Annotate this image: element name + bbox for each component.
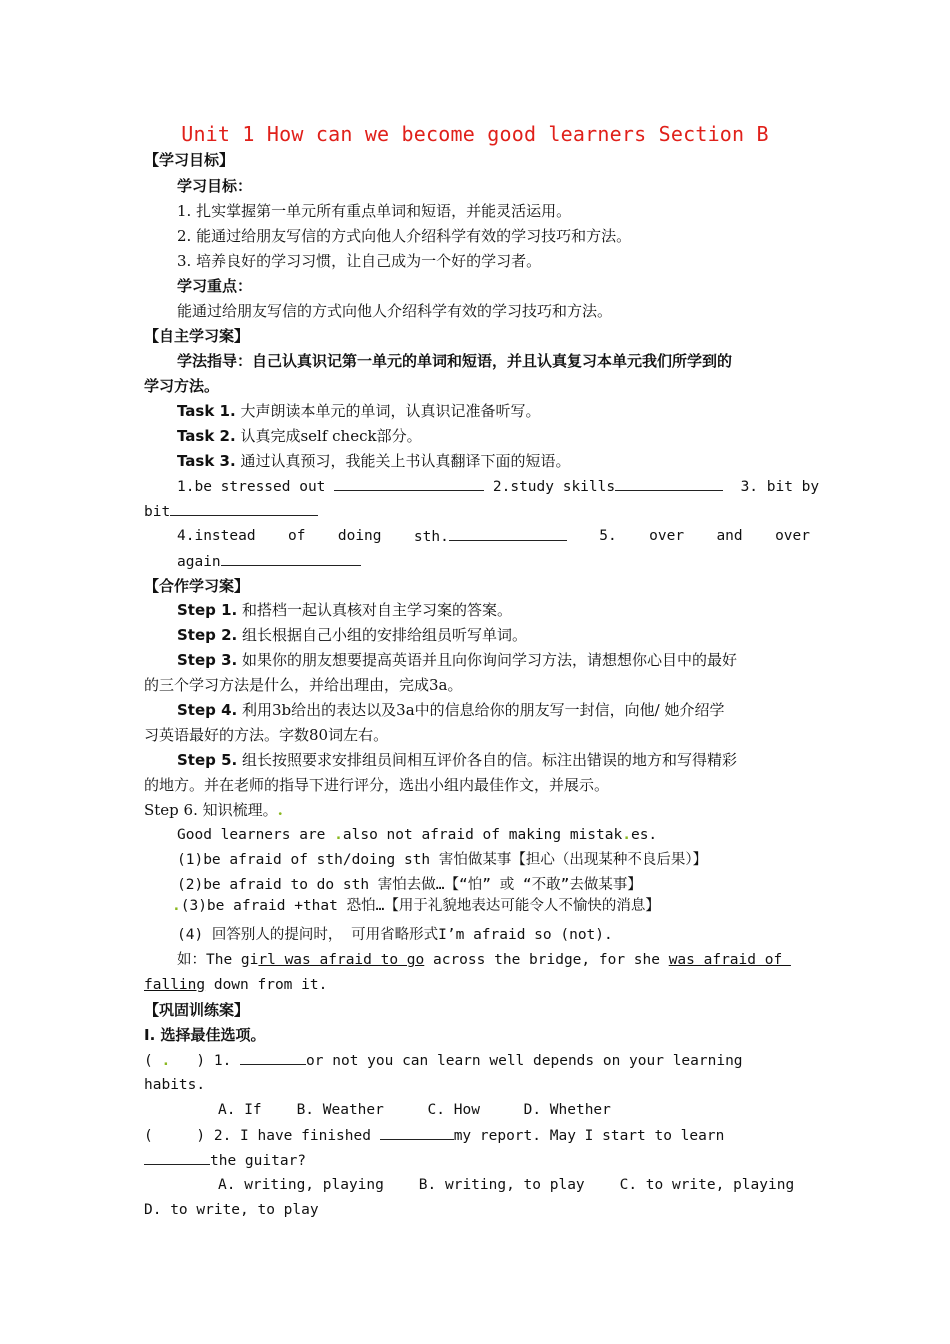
- phrase-word: and: [716, 528, 743, 544]
- step-cont: 习英语最好的方法。字数80词左右。: [144, 726, 389, 744]
- goal-item: 3. 培养良好的学习习惯，让自己成为一个好的学习者。: [177, 252, 542, 270]
- phrase-word: doing: [337, 528, 382, 544]
- underlined-text: falling: [144, 977, 206, 993]
- phrase-2: 2.study skills: [492, 479, 616, 495]
- text-run: (: [144, 1053, 162, 1069]
- phrase-word: 4.instead: [177, 528, 256, 544]
- section-header-cooperative: 【合作学习案】: [144, 577, 250, 595]
- answer-blank[interactable]: [380, 1125, 454, 1140]
- step-label: Step 3.: [177, 651, 238, 669]
- focus-text: 能通过给朋友写信的方式向他人介绍科学有效的学习技巧和方法。: [177, 302, 613, 320]
- text-run: 如：The gi: [177, 952, 259, 968]
- answer-blank[interactable]: [334, 476, 484, 491]
- text-run: or not you can learn well depends on your learning: [306, 1053, 743, 1069]
- step-cont: 的地方。并在老师的指导下进行评分，选出小组内最佳作文，并展示。: [144, 776, 610, 794]
- phrase-word: over: [775, 528, 810, 544]
- answer-blank[interactable]: [615, 476, 723, 491]
- phrase-row: [177, 526, 810, 547]
- question-2-option-d[interactable]: D. to write, to play: [144, 1202, 319, 1218]
- phrase-row-cont: [177, 551, 810, 572]
- text-run: ) 1.: [170, 1053, 241, 1069]
- option-a[interactable]: A. If: [218, 1102, 262, 1118]
- goal-item: 1. 扎实掌握第一单元所有重点单词和短语，并能灵活运用。: [177, 202, 572, 220]
- phrase-1: 1.be stressed out: [177, 479, 326, 495]
- step-6-text: Step 6. 知识梳理。: [144, 801, 278, 819]
- question-1-cont: habits.: [144, 1077, 206, 1093]
- option-c[interactable]: C. to write, playing: [619, 1177, 795, 1193]
- text-run: the guitar?: [210, 1153, 307, 1169]
- mark-dot-icon: .: [622, 827, 631, 843]
- step-item: [177, 750, 810, 770]
- step-6: [144, 800, 810, 820]
- text-run: my report. May I start to learn: [453, 1128, 725, 1144]
- step-text: 和搭档一起认真核对自主学习案的答案。: [237, 601, 513, 619]
- step-item: [177, 650, 810, 670]
- text-run: across the bridge, for she: [424, 952, 669, 968]
- underlined-text: rl was afraid to go: [258, 952, 425, 968]
- option-b[interactable]: B. writing, to play: [418, 1177, 585, 1193]
- mark-dot-icon: .: [277, 801, 283, 819]
- task-item: [177, 451, 810, 471]
- mark-dot-icon: .: [161, 1053, 171, 1069]
- step-label: Step 1.: [177, 601, 238, 619]
- step-text: 利用3b给出的表达以及3a中的信息给你的朋友写一封信，向他/ 她介绍学: [237, 701, 725, 719]
- question-2-cont: [144, 1150, 810, 1171]
- phrase-5-cont: again: [177, 554, 221, 570]
- step-label: Step 5.: [177, 751, 238, 769]
- text-run: es.: [630, 827, 658, 843]
- answer-blank[interactable]: [221, 551, 361, 566]
- option-d[interactable]: D. Whether: [523, 1102, 611, 1118]
- section-header-self-study: 【自主学习案】: [144, 327, 250, 345]
- answer-blank[interactable]: [144, 1150, 210, 1165]
- step-text: 如果你的朋友想要提高英语并且向你询问学习方法，请想想你心目中的最好: [237, 651, 738, 669]
- text-run: also not afraid of making mistak: [342, 827, 623, 843]
- option-c[interactable]: C. How: [427, 1102, 480, 1118]
- example-sentence-cont: [144, 975, 810, 995]
- example-sentence: [177, 950, 810, 970]
- phrase-word: of: [287, 528, 306, 544]
- answer-blank[interactable]: [449, 526, 567, 541]
- task-item: [177, 426, 810, 446]
- step-cont: 的三个学习方法是什么，并给出理由，完成3a。: [144, 676, 463, 694]
- question-2-options: [218, 1175, 884, 1195]
- question-2: [144, 1125, 810, 1146]
- goal-item: 2. 能通过给朋友写信的方式向他人介绍科学有效的学习技巧和方法。: [177, 227, 632, 245]
- knowledge-intro: [177, 825, 810, 845]
- text-run: (3)be afraid +that 恐怕…【用于礼貌地表达可能令人不愉快的消息】: [180, 898, 660, 914]
- task-label: Task 3.: [177, 452, 236, 470]
- section-header-practice: 【巩固训练案】: [144, 1001, 250, 1019]
- phrase-row: [177, 476, 820, 497]
- text-run: ( ) 2. I have finished: [144, 1128, 380, 1144]
- text-run: Good learners are: [177, 827, 335, 843]
- mark-dot-icon: .: [172, 898, 181, 914]
- practice-part-title: I. 选择最佳选项。: [144, 1026, 266, 1044]
- knowledge-point: (2)be afraid to do sth 害怕去做…【“怕” 或 “不敢”去做某事】: [177, 877, 642, 893]
- question-1-options: [218, 1100, 884, 1120]
- phrase-word: 5.: [599, 528, 617, 544]
- answer-blank[interactable]: [240, 1050, 306, 1065]
- option-b[interactable]: B. Weather: [296, 1102, 384, 1118]
- task-text: 认真完成self check部分。: [235, 427, 422, 445]
- task-text: 大声朗读本单元的单词，认真识记准备听写。: [235, 402, 541, 420]
- task-label: Task 2.: [177, 427, 236, 445]
- step-text: 组长按照要求安排组员间相互评价各自的信。标注出错误的地方和写得精彩: [237, 751, 738, 769]
- goals-label: 学习目标：: [177, 177, 253, 195]
- step-label: Step 2.: [177, 626, 238, 644]
- task-text: 通过认真预习，我能关上书认真翻译下面的短语。: [235, 452, 571, 470]
- phrase-4-end: [414, 526, 567, 547]
- study-guide: 学法指导：自己认真识记第一单元的单词和短语，并且认真复习本单元我们所学到的: [177, 352, 733, 370]
- step-text: 组长根据自己小组的安排给组员听写单词。: [237, 626, 528, 644]
- phrase-row-cont: [144, 501, 810, 522]
- question-1: [144, 1050, 810, 1071]
- mark-dot-icon: .: [334, 827, 343, 843]
- phrase-word: sth.: [413, 529, 449, 545]
- answer-blank[interactable]: [170, 501, 318, 516]
- step-item: [177, 600, 810, 620]
- study-guide-cont: 学习方法。: [144, 377, 220, 395]
- step-label: Step 4.: [177, 701, 238, 719]
- phrase-word: over: [649, 528, 685, 544]
- document-title: Unit 1 How can we become good learners Section B: [181, 122, 769, 146]
- knowledge-point: (4) 回答别人的提问时， 可用省略形式I’m afraid so (not).: [177, 927, 613, 943]
- underlined-text: was afraid of: [668, 952, 791, 968]
- step-item: [177, 700, 810, 720]
- knowledge-point: (1)be afraid of sth/doing sth 害怕做某事【担心（出现某种不良后果）】: [177, 852, 708, 868]
- text-run: down from it.: [205, 977, 328, 993]
- task-item: [177, 401, 810, 421]
- section-header-goals: 【学习目标】: [144, 151, 235, 169]
- focus-label: 学习重点：: [177, 277, 253, 295]
- option-a[interactable]: A. writing, playing: [218, 1177, 384, 1193]
- knowledge-point: [172, 896, 838, 916]
- phrase-3: 3. bit by: [740, 479, 820, 495]
- phrase-3-cont: bit: [144, 504, 171, 520]
- step-item: [177, 625, 810, 645]
- task-label: Task 1.: [177, 402, 236, 420]
